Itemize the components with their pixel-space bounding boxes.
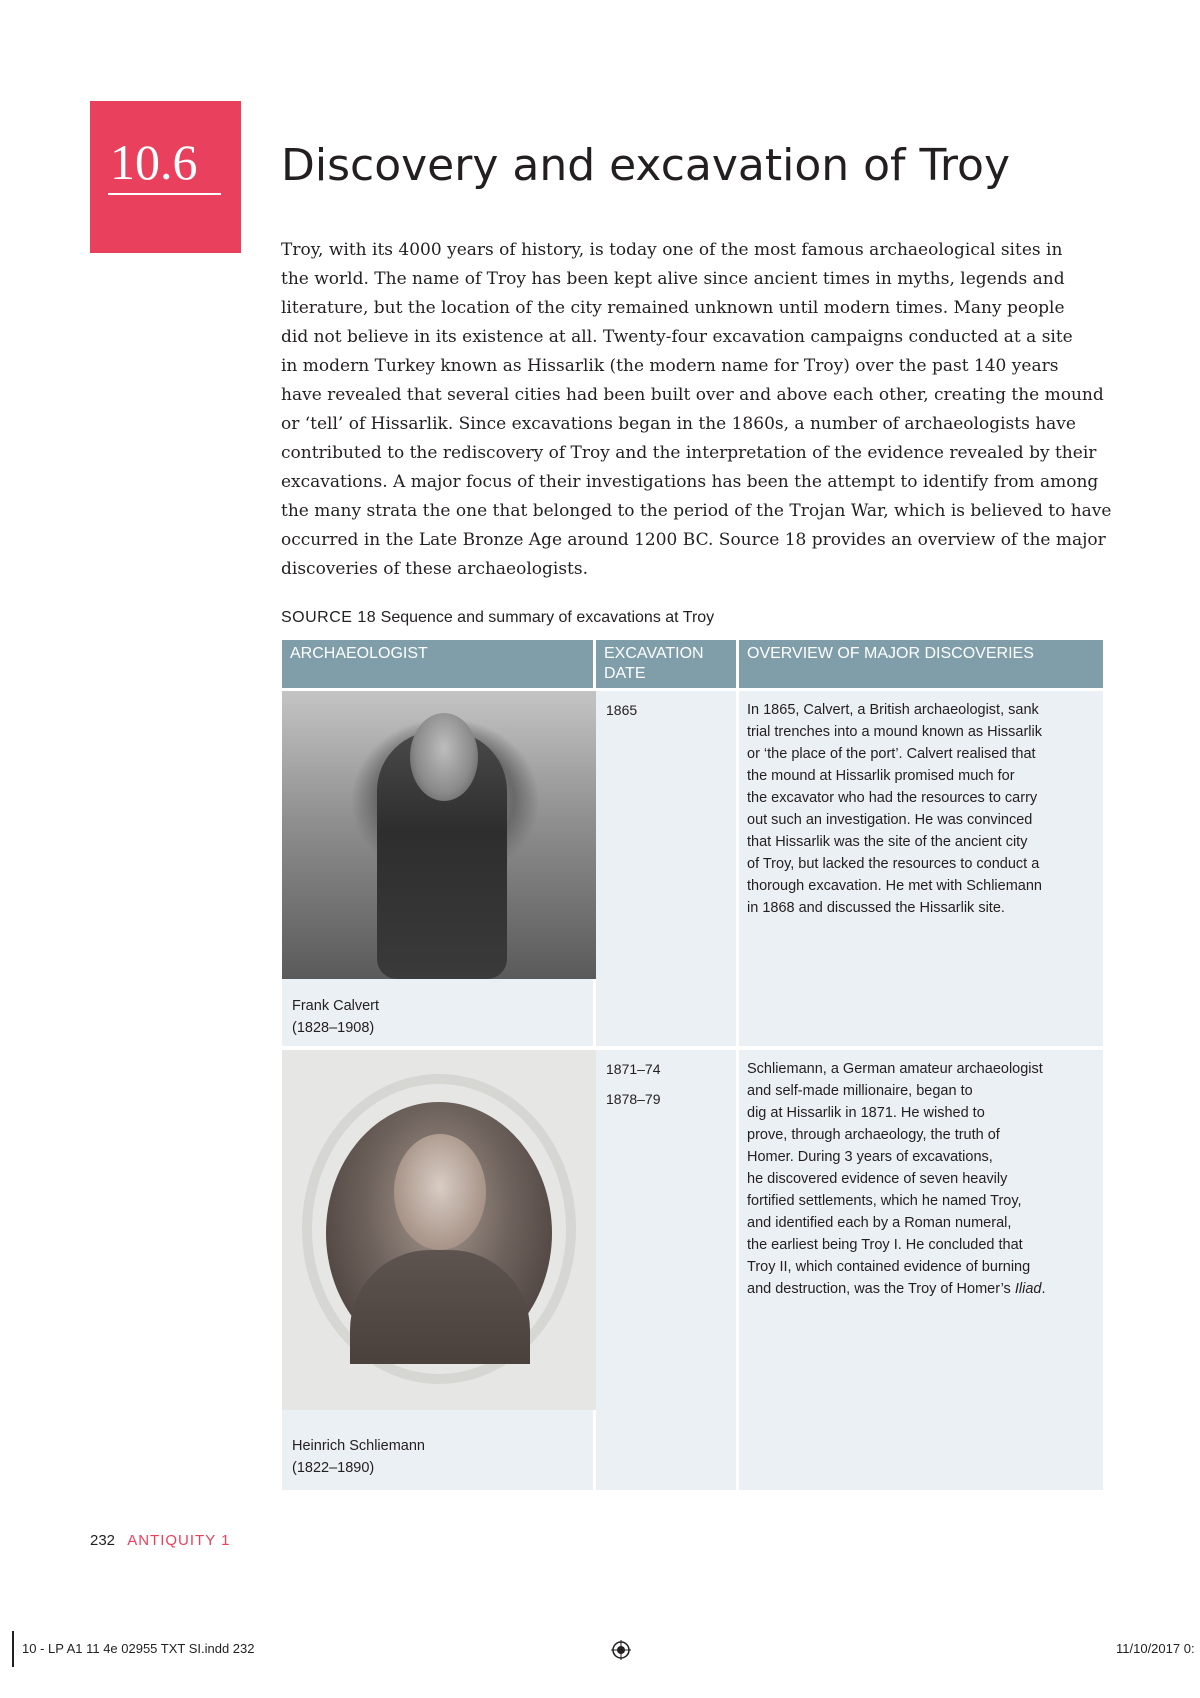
header-date-line1: EXCAVATION — [604, 645, 704, 662]
book-title: ANTIQUITY 1 — [127, 1532, 231, 1549]
slug-file-info: 10 - LP A1 11 4e 02955 TXT SI.indd 232 — [22, 1641, 255, 1656]
crop-mark — [12, 1631, 14, 1667]
table-row-calvert-date — [596, 691, 736, 1046]
intro-line: did not believe in its existence at all. Twenty-four excavation campaigns conducted at a site — [281, 327, 1073, 347]
overview-line: dig at Hissarlik in 1871. He wished to — [747, 1105, 985, 1121]
intro-line: discoveries of these archaeologists. — [281, 559, 589, 579]
table-row-calvert-overview — [739, 691, 1103, 1046]
calvert-portrait-photo — [282, 691, 596, 979]
overview-line: Troy II, which contained evidence of burning — [747, 1259, 1031, 1275]
overview-line: he discovered evidence of seven heavily — [747, 1171, 1008, 1187]
intro-line: contributed to the rediscovery of Troy and the interpretation of the evidence revealed by their — [281, 443, 1097, 463]
overview-line: the mound at Hissarlik promised much for — [747, 768, 1015, 784]
header-archaeologist — [282, 640, 593, 688]
iliad-title: Iliad — [1014, 1281, 1042, 1297]
schliemann-caption — [292, 1435, 425, 1479]
intro-line: the world. The name of Troy has been kept alive since ancient times in myths, legends and — [281, 269, 1065, 289]
intro-line: have revealed that several cities had been built over and above each other, creating the mound — [281, 385, 1104, 405]
table-row-schliemann-archaeologist — [282, 1050, 593, 1490]
overview-last-suffix: . — [1041, 1281, 1046, 1297]
overview-line: out such an investigation. He was convinced — [747, 812, 1033, 828]
table-row-schliemann-date — [596, 1050, 736, 1490]
header-overview-label: OVERVIEW OF MAJOR DISCOVERIES — [747, 645, 1034, 662]
overview-line: prove, through archaeology, the truth of — [747, 1127, 1000, 1143]
overview-line: of Troy, but lacked the resources to conduct a — [747, 856, 1040, 872]
overview-line: thorough excavation. He met with Schliemann — [747, 878, 1042, 894]
overview-line: trial trenches into a mound known as Hissarlik — [747, 724, 1042, 740]
section-number: 10.6 — [110, 134, 198, 190]
source-label: SOURCE 18 — [281, 609, 377, 626]
archaeologist-years: (1828–1908) — [292, 1020, 375, 1036]
archaeologist-name: Frank Calvert — [292, 998, 380, 1014]
calvert-caption — [292, 995, 379, 1039]
overview-line: in 1868 and discussed the Hissarlik site. — [747, 900, 1005, 916]
intro-line: excavations. A major focus of their investigations has been the attempt to identify from among — [281, 472, 1099, 492]
table-row-calvert-archaeologist — [282, 691, 593, 1046]
source-caption — [281, 607, 714, 629]
schliemann-portrait-photo — [282, 1050, 596, 1410]
overview-line: Schliemann, a German amateur archaeologist — [747, 1061, 1043, 1077]
header-date-line2: DATE — [604, 665, 646, 682]
page-number: 232 — [90, 1532, 116, 1549]
excavation-date: 1871–74 — [606, 1061, 661, 1077]
overview-line: Homer. During 3 years of excavations, — [747, 1149, 993, 1165]
overview-line: that Hissarlik was the site of the ancient city — [747, 834, 1028, 850]
overview-line: or ‘the place of the port’. Calvert realised that — [747, 746, 1036, 762]
header-archaeologist-label: ARCHAEOLOGIST — [290, 645, 428, 662]
archaeologist-name: Heinrich Schliemann — [292, 1438, 425, 1454]
overview-line: and identified each by a Roman numeral, — [747, 1215, 1012, 1231]
page-title: Discovery and excavation of Troy — [281, 140, 1011, 191]
intro-line: or ‘tell’ of Hissarlik. Since excavations began in the 1860s, a number of archaeologists have — [281, 414, 1076, 434]
intro-line: literature, but the location of the city remained unknown until modern times. Many people — [281, 298, 1065, 318]
overview-line: the excavator who had the resources to carry — [747, 790, 1038, 806]
archaeologist-years: (1822–1890) — [292, 1460, 375, 1476]
overview-line: and self-made millionaire, began to — [747, 1083, 973, 1099]
intro-line: occurred in the Late Bronze Age around 1200 BC. Source 18 provides an overview of the major — [281, 530, 1106, 550]
intro-line: the many strata the one that belonged to the period of the Trojan War, which is believed to have — [281, 501, 1112, 521]
page-folio — [90, 1531, 230, 1551]
excavation-date: 1878–79 — [606, 1091, 661, 1107]
schliemann-portrait-head — [394, 1134, 486, 1250]
slug-date: 11/10/2017 0: — [1116, 1641, 1195, 1656]
excavation-date: 1865 — [606, 702, 638, 718]
overview-line: the earliest being Troy I. He concluded that — [747, 1237, 1023, 1253]
intro-line: in modern Turkey known as Hissarlik (the modern name for Troy) over the past 140 years — [281, 356, 1059, 376]
calvert-portrait-face — [410, 713, 478, 801]
source-caption-text: Sequence and summary of excavations at Troy — [380, 609, 715, 626]
header-overview — [739, 640, 1103, 688]
overview-line: In 1865, Calvert, a British archaeologist, sank — [747, 702, 1039, 718]
header-excavation-date — [596, 640, 736, 688]
overview-line: fortified settlements, which he named Troy, — [747, 1193, 1022, 1209]
intro-line: Troy, with its 4000 years of history, is today one of the most famous archaeological sites in — [281, 240, 1063, 260]
section-badge — [90, 101, 241, 253]
registration-mark-icon — [611, 1640, 631, 1660]
overview-last-prefix: and destruction, was the Troy of Homer’s — [747, 1281, 1015, 1297]
overview-line-last — [747, 1278, 1095, 1300]
intro-paragraph — [281, 236, 1111, 584]
section-number-underline — [108, 193, 221, 195]
table-row-schliemann-overview — [739, 1050, 1103, 1490]
